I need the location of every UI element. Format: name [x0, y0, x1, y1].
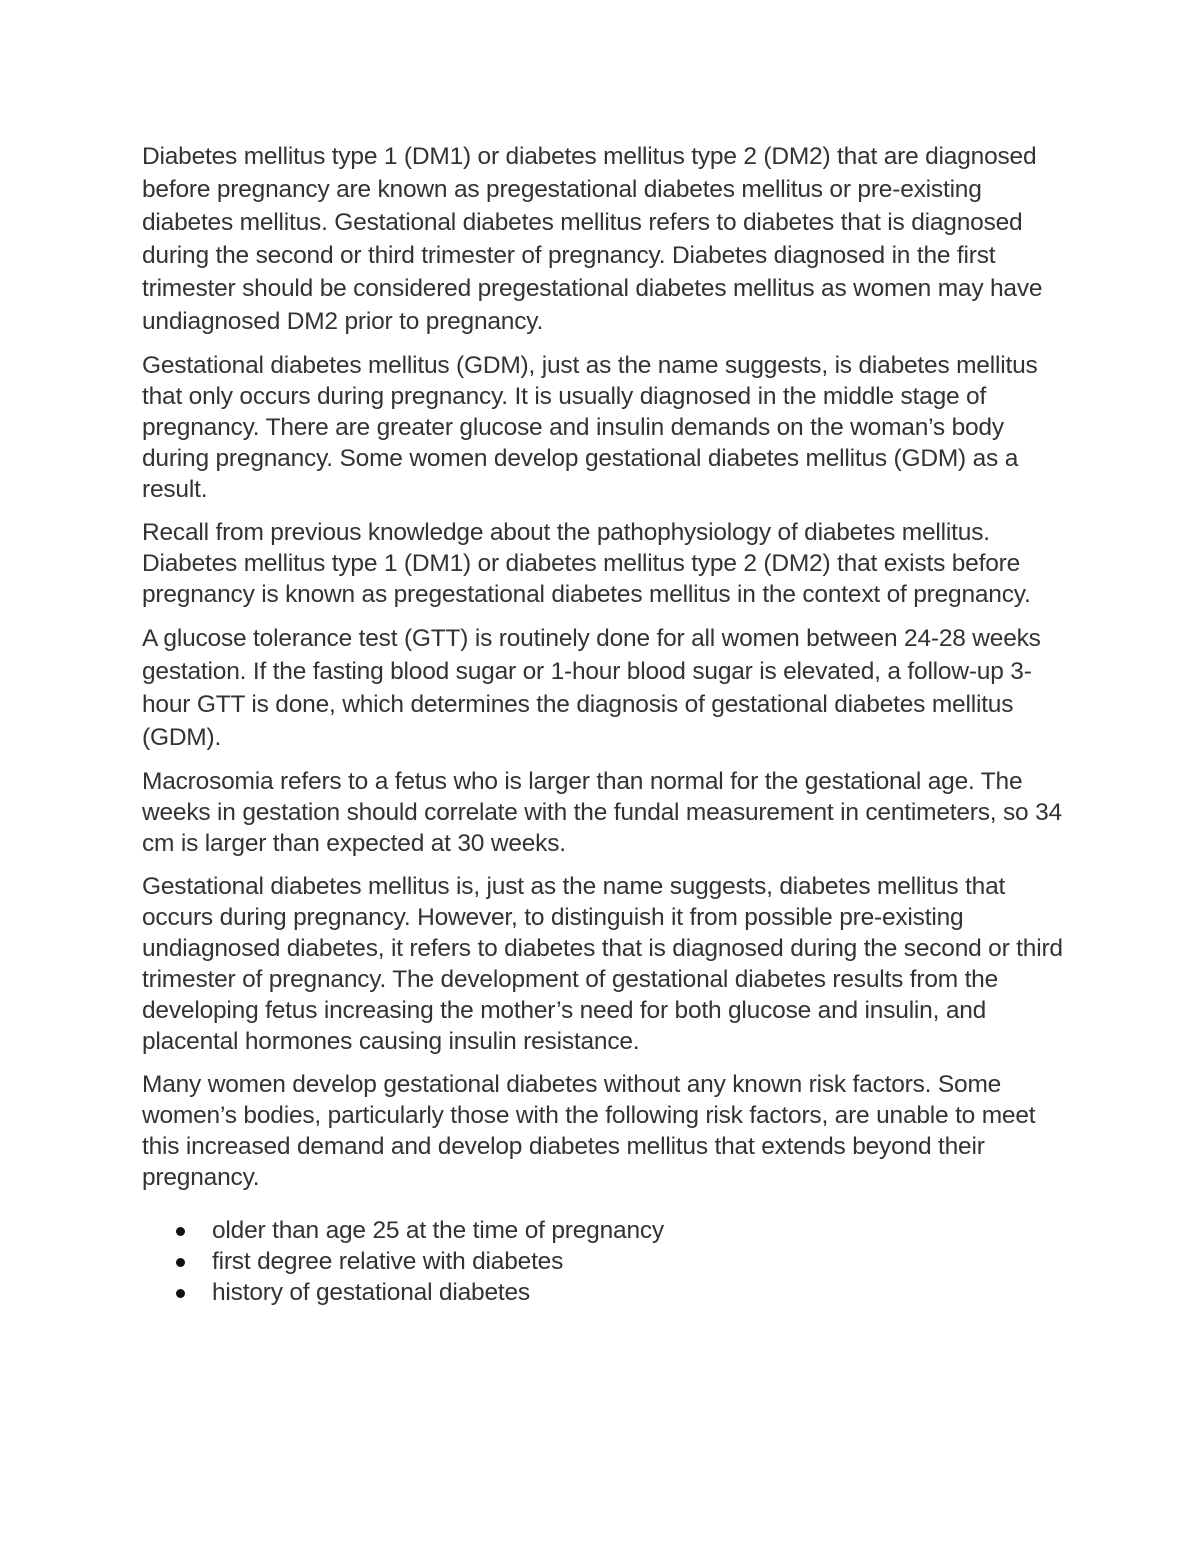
bullet-icon: [176, 1227, 185, 1236]
list-item: [142, 1215, 1072, 1246]
paragraph-glucose-tolerance-test: A glucose tolerance test (GTT) is routinely done for all women between 24-28 weeks gestation. If the fasting blood sugar or 1-hour blood sugar is elevated, a follow-up 3-hour GTT is done, which determines the diagnosis of gestational diabetes mellitus (GDM).: [142, 625, 1041, 751]
paragraph-macrosomia: Macrosomia refers to a fetus who is larger than normal for the gestational age. The weeks in gestation should correlate with the fundal measurement in centimeters, so 34 cm is larger than expected at 30 weeks.: [142, 768, 1062, 857]
list-item: [142, 1246, 1072, 1277]
bullet-icon: [176, 1258, 185, 1267]
list-item: [142, 1277, 1072, 1308]
bullet-icon: [176, 1289, 185, 1298]
risk-factor-text: older than age 25 at the time of pregnancy: [212, 1217, 664, 1244]
risk-factor-text: history of gestational diabetes: [212, 1279, 530, 1306]
paragraph-pathophysiology-recall: Recall from previous knowledge about the pathophysiology of diabetes mellitus. Diabetes mellitus type 1 (DM1) or diabetes mellitus type 2 (DM2) that exists before pregnancy is known as pregestational diabetes mellitus in the context of pregnancy.: [142, 519, 1031, 608]
paragraph-gdm-development: Gestational diabetes mellitus is, just as the name suggests, diabetes mellitus that occurs during pregnancy. However, to distinguish it from possible pre-existing undiagnosed diabetes, it refers to diabetes that is diagnosed during the second or third trimester of pregnancy. The development of gestational diabetes results from the developing fetus increasing the mother’s need for both glucose and insulin, and placental hormones causing insulin resistance.: [142, 873, 1063, 1055]
risk-factor-text: first degree relative with diabetes: [212, 1248, 564, 1275]
paragraph-gdm-overview: Gestational diabetes mellitus (GDM), just as the name suggests, is diabetes mellitus that only occurs during pregnancy. It is usually diagnosed in the middle stage of pregnancy. There are greater glucose and insulin demands on the woman’s body during pregnancy. Some women develop gestational diabetes mellitus (GDM) as a result.: [142, 352, 1038, 503]
paragraph-risk-factors-intro: Many women develop gestational diabetes without any known risk factors. Some women’s bodies, particularly those with the following risk factors, are unable to meet this increased demand and develop diabetes mellitus that extends beyond their pregnancy.: [142, 1071, 1036, 1191]
document-page: [142, 140, 1072, 1308]
paragraph-pregestational-definition: Diabetes mellitus type 1 (DM1) or diabetes mellitus type 2 (DM2) that are diagnosed before pregnancy are known as pregestational diabetes mellitus or pre-existing diabetes mellitus. Gestational diabetes mellitus refers to diabetes that is diagnosed during the second or third trimester of pregnancy. Diabetes diagnosed in the first trimester should be considered pregestational diabetes mellitus as women may have undiagnosed DM2 prior to pregnancy.: [142, 143, 1043, 335]
risk-factor-list: [142, 1215, 1072, 1308]
